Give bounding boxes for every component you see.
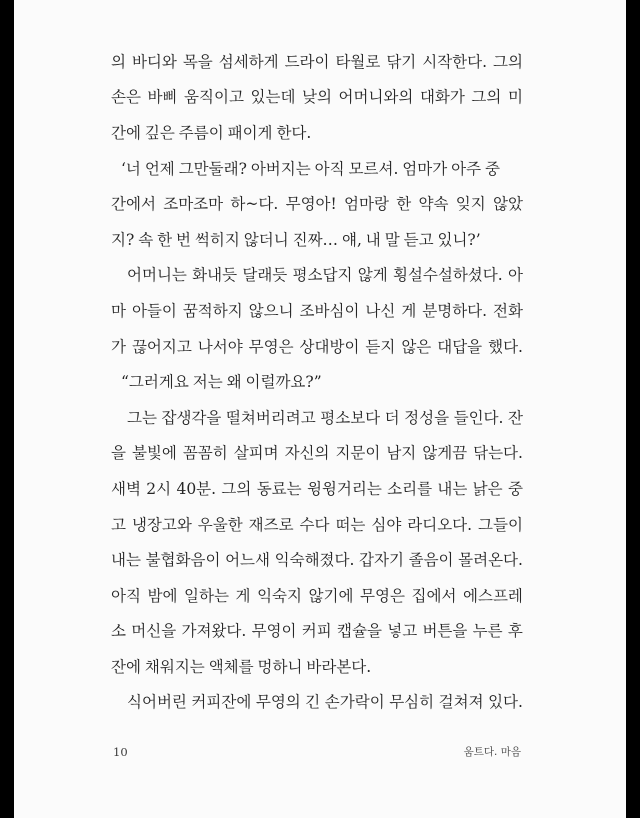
word: 달래듯 xyxy=(242,266,288,285)
word: 바삐 xyxy=(147,88,178,107)
word: 걸쳐져 xyxy=(438,693,484,712)
word: 자신의 xyxy=(284,444,330,463)
word: 2시 xyxy=(146,479,172,498)
word: 내는 xyxy=(437,479,468,498)
word: 무영이 xyxy=(251,622,297,641)
word: 정성을 xyxy=(404,408,450,427)
word: 평소보다 xyxy=(320,408,381,427)
word: 섬세하게 xyxy=(218,52,279,71)
word: 했다. xyxy=(488,337,523,356)
text-line: 잔에 채워지는 액체를 멍하니 바라본다. xyxy=(111,657,372,676)
word: 떨쳐버리려고 xyxy=(225,408,316,427)
page-footer xyxy=(113,744,521,759)
word: 하~다. xyxy=(230,195,279,214)
word: 지문이 xyxy=(335,444,381,463)
word: 잊지 xyxy=(455,195,486,214)
word: 어머니와의 xyxy=(338,88,414,107)
word: 더 xyxy=(384,408,400,427)
word: 갑자기 xyxy=(359,551,404,570)
word: 끊어지고 xyxy=(131,337,192,356)
word: 의 xyxy=(111,52,126,71)
word: 닦는다. xyxy=(473,444,523,463)
word: 에스프레 xyxy=(463,586,523,605)
text-line xyxy=(111,577,523,613)
word: 떠는 xyxy=(335,515,366,534)
word: 횡설수설하셨다. xyxy=(392,266,503,285)
word: 가져왔다. xyxy=(181,622,247,641)
word: 어머니는 xyxy=(127,266,187,285)
word: 밤에 xyxy=(147,586,178,605)
word: 손가락이 xyxy=(324,693,385,712)
word: 소리를 xyxy=(387,479,433,498)
word: 익숙지 xyxy=(257,586,302,605)
word: 않게 xyxy=(357,266,388,285)
word: 그의 xyxy=(493,52,523,71)
word: 나신 xyxy=(365,301,396,320)
word: 아들이 xyxy=(131,301,177,320)
word: 재즈로 xyxy=(248,515,294,534)
word: 듣지 xyxy=(365,337,396,356)
word: 그는 xyxy=(127,408,157,427)
word: 게 xyxy=(235,586,251,605)
word: 한 xyxy=(396,195,412,214)
text-line: 간에 깊은 주름이 패이게 한다. xyxy=(111,123,312,142)
word: 고 xyxy=(111,515,126,534)
word: 화내듯 xyxy=(192,266,238,285)
word: 어느새 xyxy=(225,551,270,570)
word: 남지 xyxy=(386,444,417,463)
word: 우울한 xyxy=(197,515,243,534)
word: 드라이 xyxy=(284,52,330,71)
text-line xyxy=(111,541,523,577)
word: 심야 xyxy=(371,515,402,534)
text-line xyxy=(111,435,523,471)
word: 엄마랑 xyxy=(344,195,389,214)
word: 커피 xyxy=(301,622,332,641)
text-line xyxy=(111,399,523,435)
word: 미 xyxy=(507,88,523,107)
word: 게 xyxy=(401,301,417,320)
word: 졸음이 xyxy=(408,551,454,570)
word: 들인다. xyxy=(453,408,504,427)
word: 라디오다. xyxy=(407,515,473,534)
word: 익숙해졌다. xyxy=(274,551,355,570)
word: 버튼을 xyxy=(422,622,468,641)
word: 머신을 xyxy=(131,622,177,641)
word: 중 xyxy=(507,479,523,498)
word: 아 xyxy=(507,266,523,285)
word: 그들이 xyxy=(478,515,523,534)
word: 닦기 xyxy=(386,52,417,71)
word: 대화가 xyxy=(419,88,465,107)
word: 커피잔에 xyxy=(191,693,252,712)
word: 목을 xyxy=(182,52,213,71)
word: 살피며 xyxy=(233,444,279,463)
word: 마 xyxy=(111,301,126,320)
text-line xyxy=(111,684,523,720)
word: 몰려온다. xyxy=(458,551,523,570)
running-head: 움트다. 마음 xyxy=(463,746,521,758)
text-line xyxy=(111,43,523,79)
word: 캡슐을 xyxy=(337,622,382,641)
word: 낡은 xyxy=(472,479,503,498)
word: 있는데 xyxy=(250,88,296,107)
text-line xyxy=(111,185,523,221)
word: 넣고 xyxy=(387,622,418,641)
word: 조바심이 xyxy=(299,301,360,320)
body-text xyxy=(111,43,523,719)
word: 분명하다. xyxy=(422,301,488,320)
word: 있다. xyxy=(488,693,523,712)
word: 대답을 xyxy=(437,337,483,356)
word: 냉장고와 xyxy=(131,515,192,534)
word: 가 xyxy=(111,337,126,356)
word: 그의 xyxy=(471,88,502,107)
word: 낮의 xyxy=(301,88,332,107)
word: 잔 xyxy=(507,408,523,427)
word: 누른 xyxy=(472,622,503,641)
word: 40분. xyxy=(176,479,217,498)
word: 않게끔 xyxy=(422,444,468,463)
word: 무영은 xyxy=(360,586,405,605)
word: 않기에 xyxy=(308,586,354,605)
word: 나서야 xyxy=(197,337,243,356)
text-line xyxy=(111,470,523,506)
text-line xyxy=(111,79,523,115)
word: 평소답지 xyxy=(292,266,353,285)
word: 긴 xyxy=(305,693,321,712)
word: 무영아! xyxy=(285,195,337,214)
word: 소 xyxy=(111,622,126,641)
word: 꼼꼼히 xyxy=(182,444,228,463)
word: 꿈적하지 xyxy=(182,301,243,320)
word: 동료는 xyxy=(256,479,302,498)
word: 약속 xyxy=(418,195,449,214)
word: 후 xyxy=(507,622,523,641)
word: 수다 xyxy=(299,515,330,534)
word: 집에서 xyxy=(411,586,457,605)
word: 아직 xyxy=(111,586,141,605)
word: 식어버린 xyxy=(127,693,187,712)
word: 손은 xyxy=(111,88,141,107)
word: 상대방이 xyxy=(299,337,360,356)
word: 내는 xyxy=(111,551,141,570)
word: 타월로 xyxy=(335,52,381,71)
text-line: 지? 속 한 번 썩히지 않더니 진짜… 얘, 내 말 듣고 있니?’ xyxy=(111,230,481,249)
text-line: ‘너 언제 그만둘래? 아버지는 아직 모르셔. 엄마가 아주 중 xyxy=(121,159,500,178)
word: 무영의 xyxy=(255,693,301,712)
word: 시작한다. xyxy=(422,52,488,71)
word: 불빛에 xyxy=(131,444,177,463)
text-line xyxy=(111,506,523,542)
word: 전화 xyxy=(493,301,523,320)
word: 일하는 xyxy=(184,586,229,605)
book-page xyxy=(14,0,626,818)
word: 무심히 xyxy=(389,693,435,712)
text-line xyxy=(111,257,523,293)
word: 무영은 xyxy=(248,337,294,356)
text-line: “그러게요 저는 왜 이럴까요?” xyxy=(121,373,322,392)
word: 을 xyxy=(111,444,126,463)
word: 않은 xyxy=(401,337,432,356)
word: 잡생각을 xyxy=(161,408,222,427)
word: 불협화음이 xyxy=(145,551,221,570)
word: 않으니 xyxy=(248,301,294,320)
word: 바디와 xyxy=(131,52,177,71)
word: 조마조마 xyxy=(163,195,224,214)
page-number: 10 xyxy=(113,744,128,759)
word: 않았 xyxy=(493,195,523,214)
word: 움직이고 xyxy=(184,88,244,107)
word: 윙윙거리는 xyxy=(306,479,382,498)
word: 그의 xyxy=(221,479,252,498)
word: 간에서 xyxy=(111,195,156,214)
word: 새벽 xyxy=(111,479,141,498)
text-line xyxy=(111,292,523,328)
text-line xyxy=(111,613,523,649)
text-line xyxy=(111,328,523,364)
